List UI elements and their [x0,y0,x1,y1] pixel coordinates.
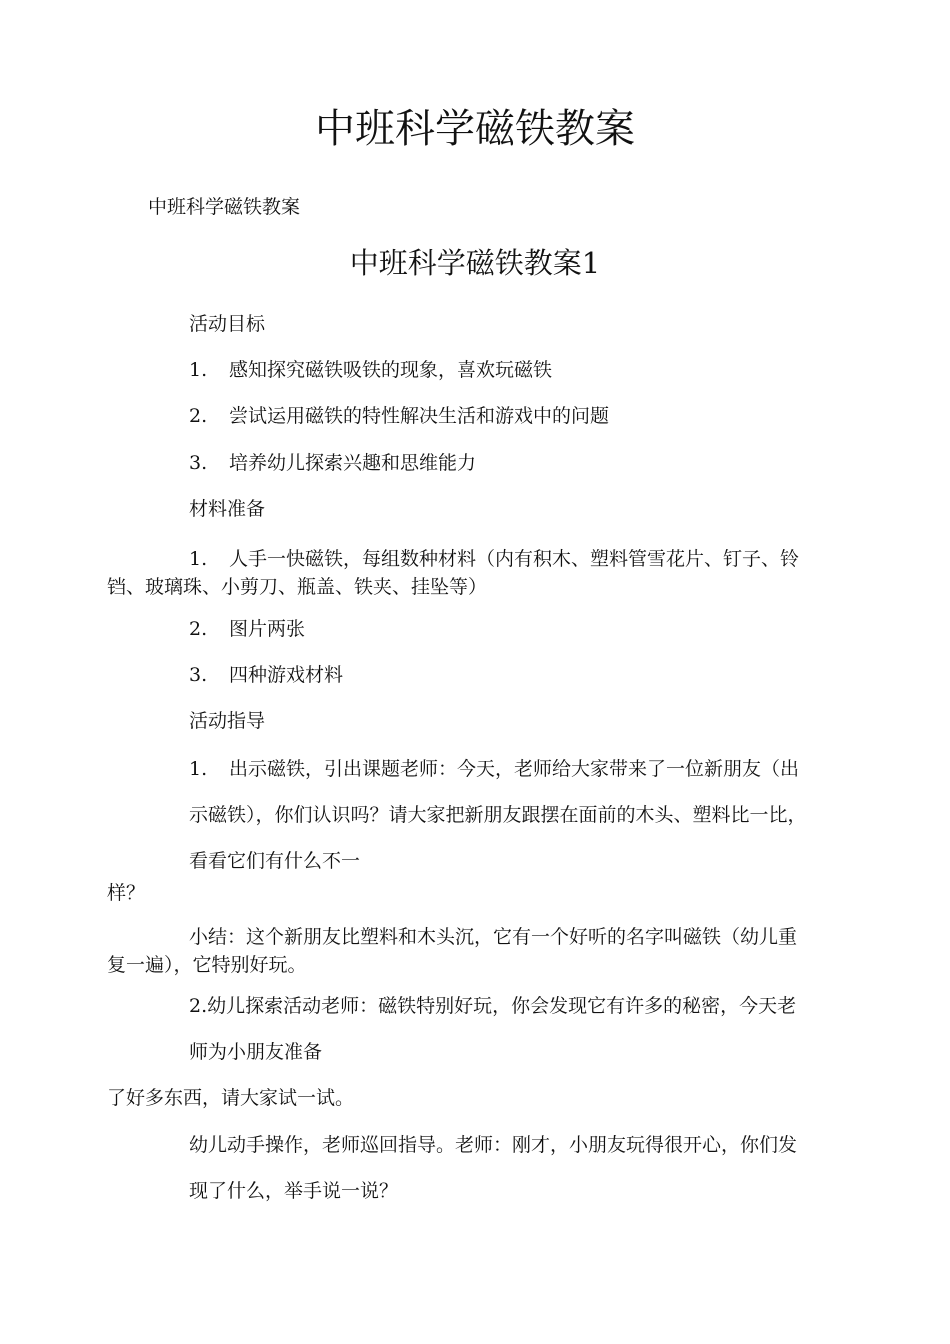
goal-item-3-number: 3. [189,452,208,474]
material-item-1-number: 1. [189,548,208,570]
guidance-item-1-number: 1. [189,758,208,780]
guidance-heading: 活动指导 [189,710,266,732]
material-item-2 [189,617,305,641]
goal-item-3 [189,451,476,475]
guidance-item-2-line-2: 师为小朋友准备 [189,1041,323,1063]
goal-item-2-text: 尝试运用磁铁的特性解决生活和游戏中的问题 [229,405,610,427]
goal-item-1-text: 感知探究磁铁吸铁的现象，喜欢玩磁铁 [229,359,553,381]
document-title: 中班科学磁铁教案 [315,106,635,152]
material-item-1 [189,547,799,571]
material-item-3-number: 3. [189,664,208,686]
guidance-item-2-line-1: 2.幼儿探索活动老师：磁铁特别好玩，你会发现它有许多的秘密，今天老 [189,995,797,1017]
summary-line-1: 小结：这个新朋友比塑料和木头沉，它有一个好听的名字叫磁铁（幼儿重 [189,926,798,948]
goals-heading: 活动目标 [189,313,266,335]
material-item-2-number: 2. [189,618,208,640]
material-item-1-continued: 铛、玻璃珠、小剪刀、瓶盖、铁夹、挂坠等） [107,576,488,598]
guidance-item-2-line-3: 了好多东西，请大家试一试。 [107,1087,355,1109]
guidance-item-1-line-1 [189,757,799,781]
goal-item-1-number: 1. [189,359,208,381]
goal-item-2 [189,404,609,428]
guidance-item-1-line-4: 样？ [107,882,146,904]
goal-item-2-number: 2. [189,405,208,427]
material-item-3-text: 四种游戏材料 [229,664,344,686]
section-title: 中班科学磁铁教案1 [349,246,601,280]
guidance-item-1-line-3: 看看它们有什么不一 [189,850,361,872]
goal-item-3-text: 培养幼儿探索兴趣和思维能力 [229,452,477,474]
operation-line-1: 幼儿动手操作，老师巡回指导。老师：刚才，小朋友玩得很开心，你们发 [189,1134,798,1156]
materials-heading: 材料准备 [189,498,266,520]
material-item-1-text: 人手一快磁铁，每组数种材料（内有积木、塑料管雪花片、钉子、铃 [229,548,800,570]
goal-item-1 [189,358,552,382]
guidance-item-1-line-2: 示磁铁），你们认识吗？请大家把新朋友跟摆在面前的木头、塑料比一比， [189,804,807,826]
summary-line-2: 复一遍），它特别好玩。 [107,954,307,976]
subtitle-line: 中班科学磁铁教案 [148,196,301,218]
operation-line-2: 现了什么，举手说一说？ [189,1180,399,1202]
guidance-item-1-text: 出示磁铁，引出课题老师：今天，老师给大家带来了一位新朋友（出 [229,758,800,780]
material-item-3 [189,663,343,687]
material-item-2-text: 图片两张 [229,618,306,640]
